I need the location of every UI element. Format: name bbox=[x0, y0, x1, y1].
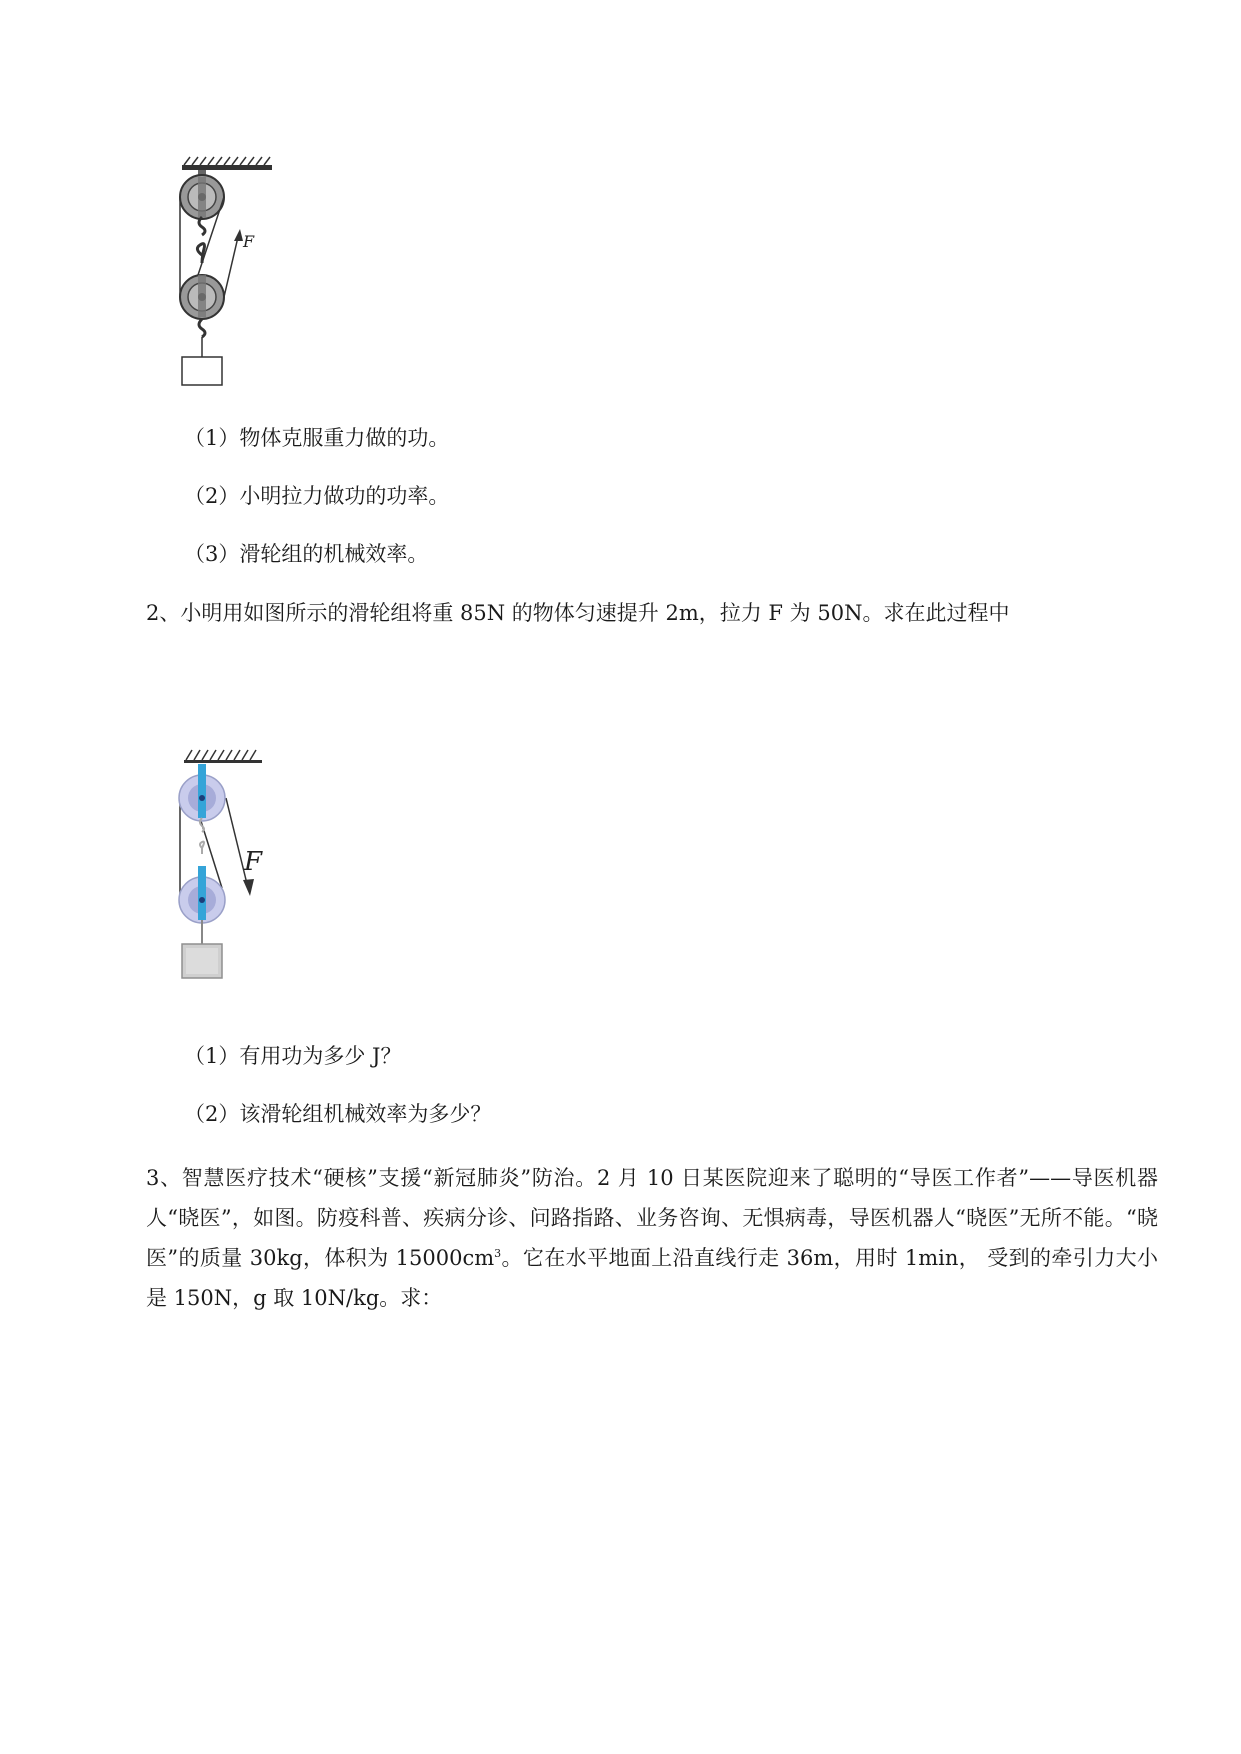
problem3-text-part1: 3、智慧医疗技术“硬核”支援“新冠肺炎”防治。2 月 10 日某医院迎来了聪明的“导医工作者”——导医机器人“晓医”，如图。防疫科普、疾病分诊、问路指路、业务咨询、无惧病毒，导医机器人“晓医”无所不能。“晓医”的质量 30kg，体积为 15000cm bbox=[146, 1166, 1158, 1270]
force-label-1: F bbox=[243, 232, 255, 251]
pulley-figure-1 bbox=[170, 155, 290, 435]
problem1-sub-question-1: （1）物体克服重力做的功。 bbox=[184, 426, 450, 450]
problem1-sub-question-3: （3）滑轮组的机械效率。 bbox=[184, 542, 429, 566]
problem3-stem bbox=[146, 1158, 1158, 1318]
pulley-figure-2 bbox=[178, 748, 298, 1010]
problem3-text-part2: 。它在水平地面上沿直线行走 36m，用时 1min， 受到的牵引力大小是 150N，g 取 10N/kg。求： bbox=[146, 1246, 1158, 1310]
problem3-superscript: 3 bbox=[494, 1247, 502, 1260]
problem2-sub-question-1: （1）有用功为多少 J？ bbox=[184, 1044, 402, 1068]
problem2-sub-question-2: （2）该滑轮组机械效率为多少？ bbox=[184, 1102, 492, 1126]
force-label-2: F bbox=[244, 847, 263, 877]
problem2-stem: 2、小明用如图所示的滑轮组将重 85N 的物体匀速提升 2m，拉力 F 为 50N。求在此过程中 bbox=[146, 601, 1010, 625]
problem1-sub-question-2: （2）小明拉力做功的功率。 bbox=[184, 484, 450, 508]
